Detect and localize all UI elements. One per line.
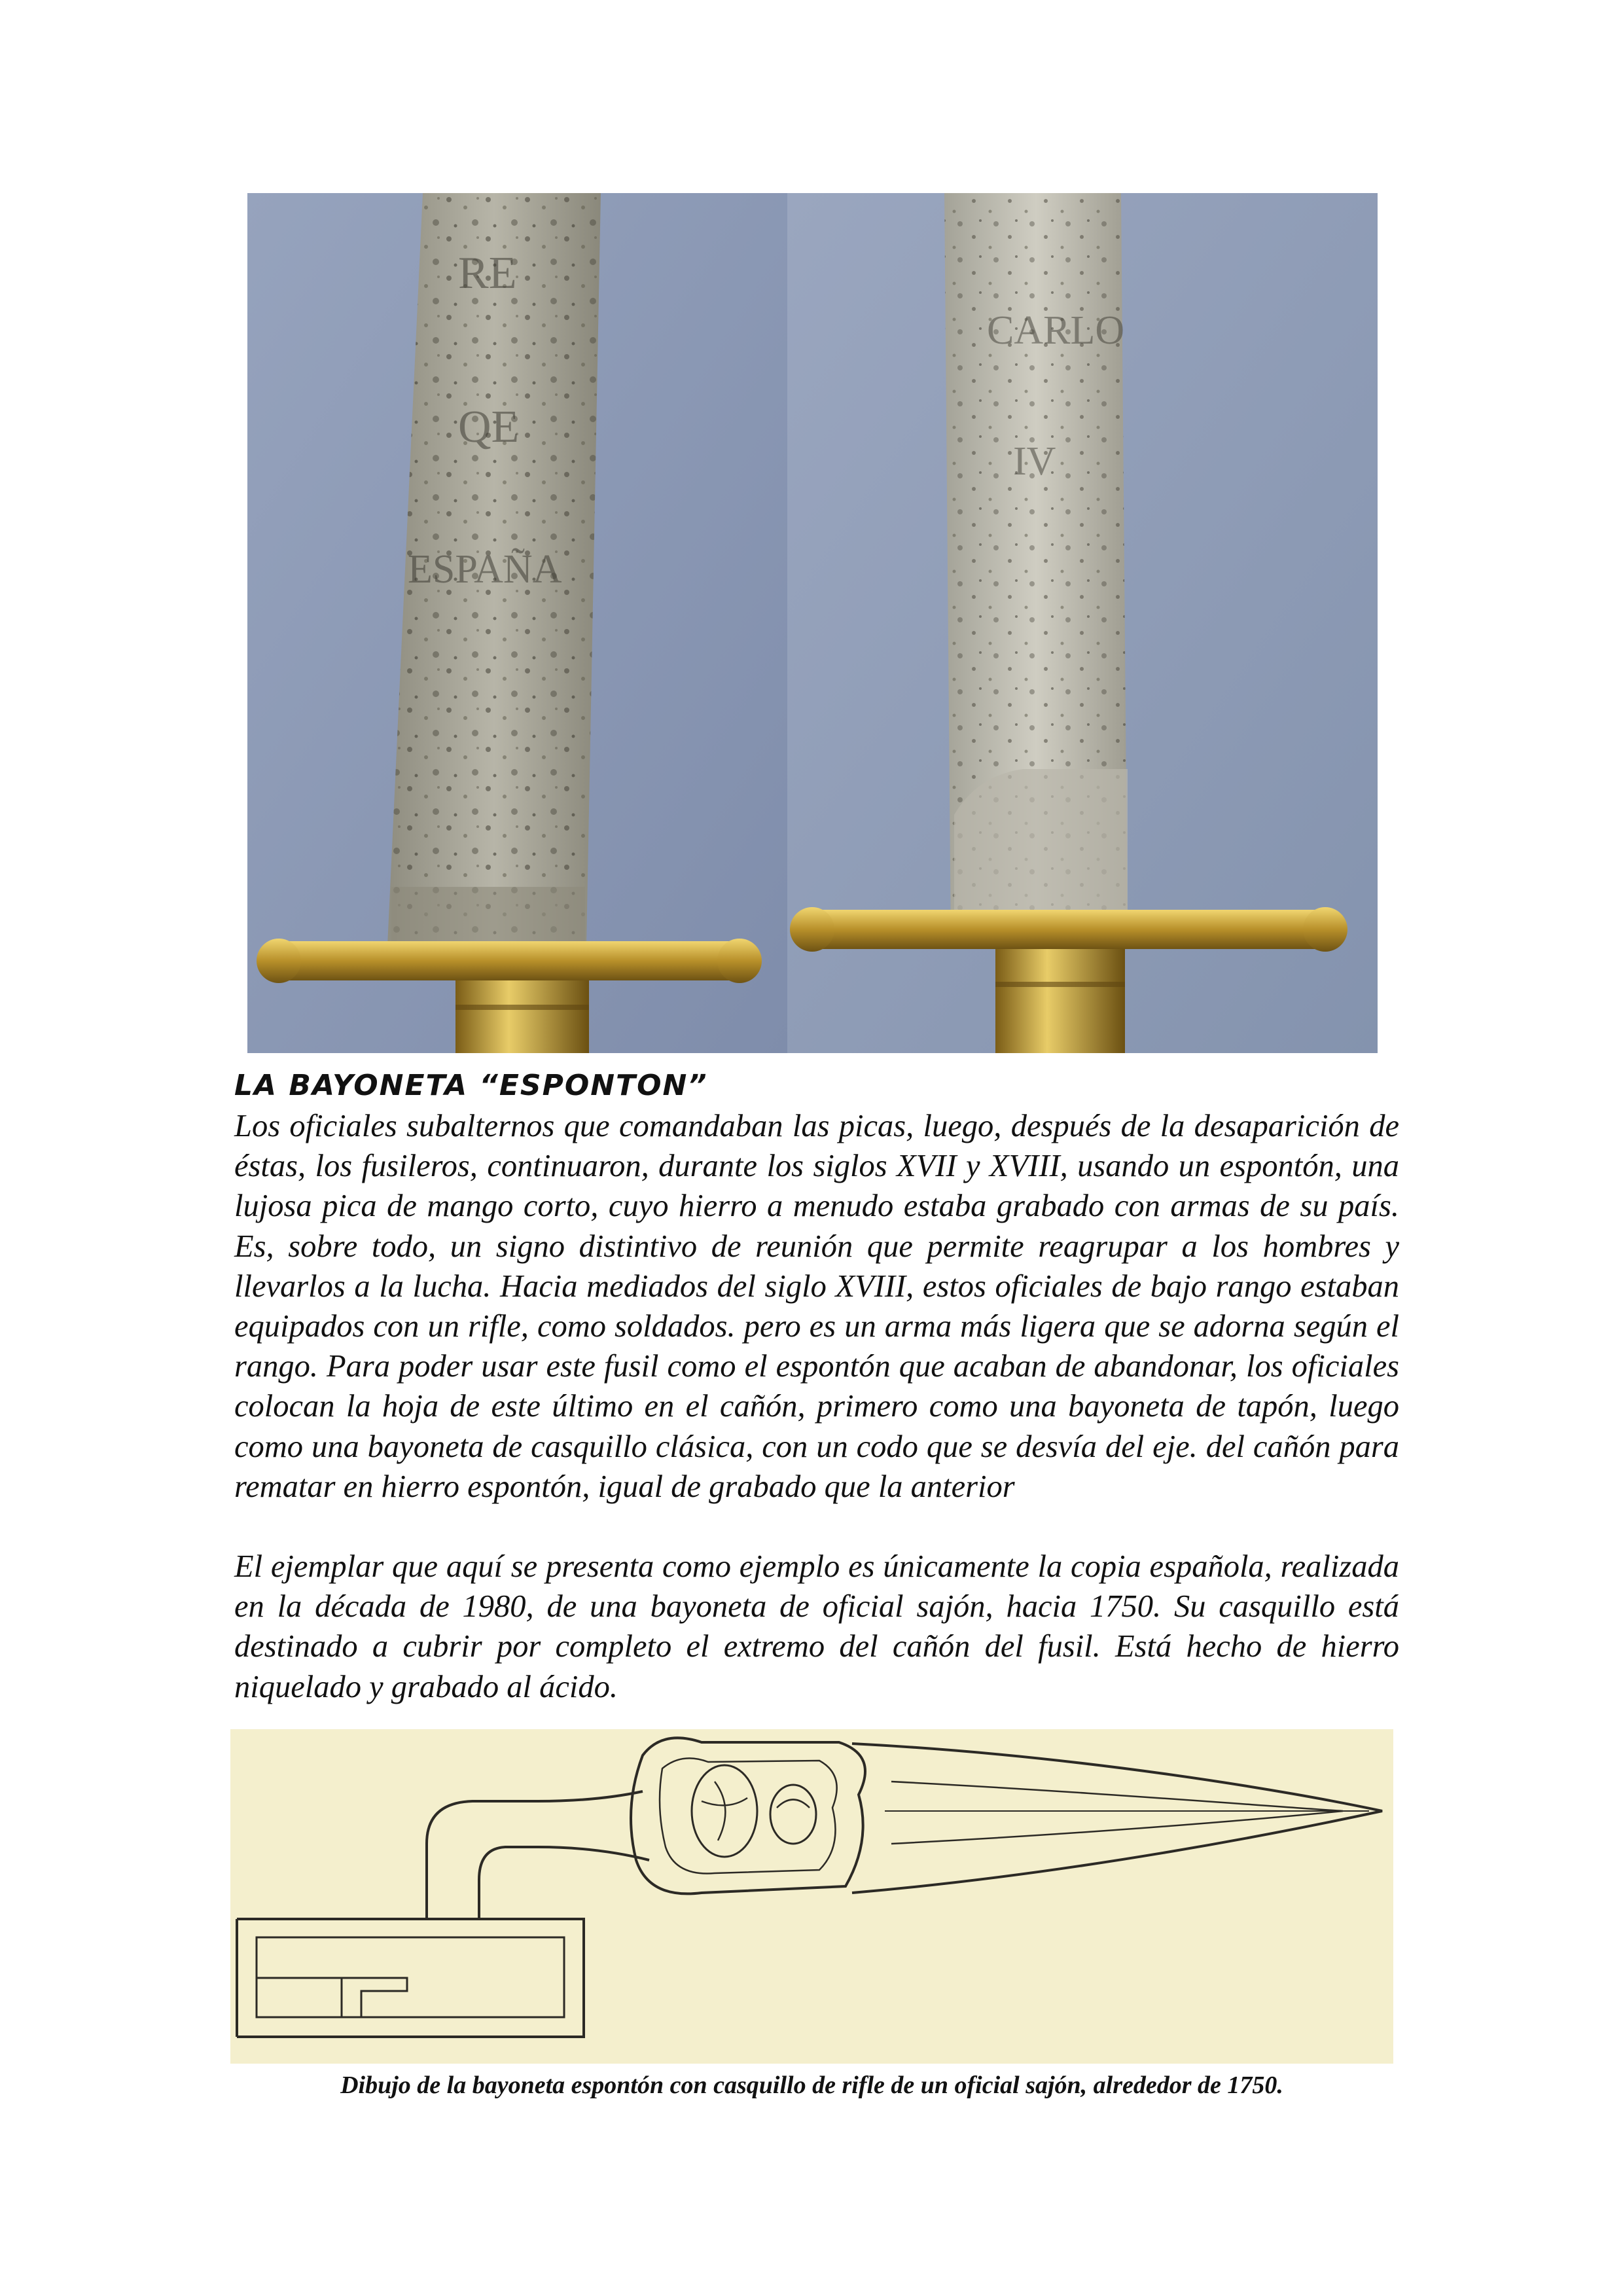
blade-photo-left xyxy=(247,193,787,1053)
body-paragraph-1: Los oficiales subalternos que comandaban las picas, luego, después de la desaparición de éstas, los fusileros, continuaron, durante los siglos XVII y XVIII, usando un espontón, una lujosa pica de mango corto, cuyo hierro a menudo estaba grabado con armas de su país. Es, sobre todo, un signo distintivo de reunión que permite reagrupar a los hombres y llevarlos a la lucha. Hacia mediados del siglo XVIII, estos oficiales de bajo rango estaban equipados con un rifle, como soldados. pero es un arma más ligera que se adorna según el rango. Para poder usar este fusil como el espontón que acaban de abandonar, los oficiales colocan la hoja de este último en el cañón, primero como una bayoneta de tapón, luego como una bayoneta de casquillo clásica, con un codo que se desvía del eje. del cañón para rematar en hierro espontón, igual de grabado que la anterior xyxy=(234,1109,1399,1504)
engraving-left-2: QE xyxy=(458,402,520,452)
bayonet-drawing xyxy=(230,1729,1393,2064)
body-paragraph-2: El ejemplar que aquí se presenta como ejemplo es únicamente la copia española, realizada en la década de 1980, de una bayoneta de oficial sajón, hacia 1750. Su casquillo está destinado a cubrir por completo el extremo del cañón del fusil. Está hecho de hierro niquelado y grabado al ácido. xyxy=(234,1549,1399,1704)
engraving-right-2: IV xyxy=(1013,439,1056,484)
section-heading: LA BAYONETA “ESPONTON” xyxy=(234,1069,708,1102)
engraving-left-3: ESPAÑA xyxy=(408,547,562,592)
engraving-right-1: CARLO xyxy=(987,308,1125,353)
figure-caption: Dibujo de la bayoneta espontón con casquillo de rifle de un oficial sajón, alrededor de 1750. xyxy=(340,2072,1283,2099)
engraving-left-1: RE xyxy=(458,248,517,298)
blade-photo-right xyxy=(787,193,1378,1053)
